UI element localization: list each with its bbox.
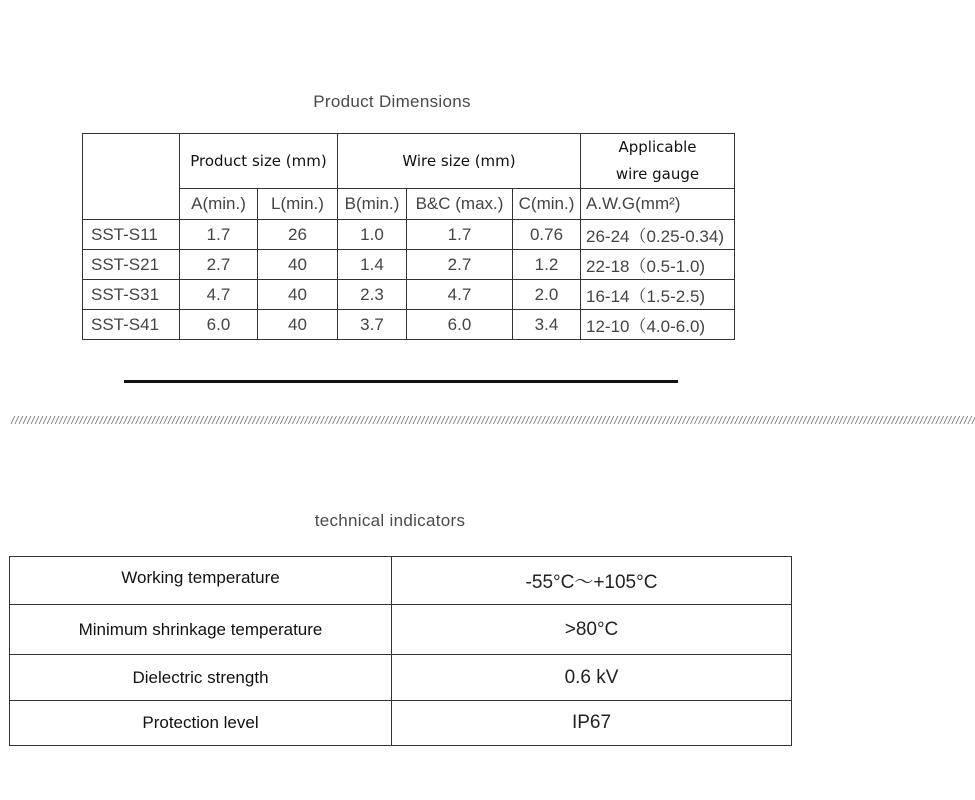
b-min-cell: 3.7 [338, 310, 407, 340]
c-min-cell: 0.76 [513, 220, 581, 250]
awg-cell: 16-14（1.5-2.5) [581, 280, 735, 310]
awg-cell: 22-18（0.5-1.0) [581, 250, 735, 280]
indicator-label: Dielectric strength [10, 655, 392, 701]
table-row [10, 557, 792, 605]
indicator-value: IP67 [392, 701, 792, 746]
b-min-cell: 1.4 [338, 250, 407, 280]
wire-gauge-header [581, 134, 735, 189]
a-min-cell: 1.7 [180, 220, 258, 250]
c-min-cell: 1.2 [513, 250, 581, 280]
table-row [10, 605, 792, 655]
section-rule [124, 380, 678, 383]
l-min-cell: 26 [258, 220, 338, 250]
indicator-value: >80°C [392, 605, 792, 655]
b-min-cell: 2.3 [338, 280, 407, 310]
b-min-cell: 1.0 [338, 220, 407, 250]
indicator-value: -55°C～+105°C [392, 557, 792, 605]
indicator-label: Working temperature [10, 557, 392, 605]
a-min-cell: 4.7 [180, 280, 258, 310]
wire-gauge-header-line2: wire gauge [615, 165, 700, 183]
table-row [83, 280, 735, 310]
indicator-label: Minimum shrinkage temperature [10, 605, 392, 655]
subheader-a-min: A(min.) [180, 189, 258, 220]
product-size-header: Product size (mm) [180, 134, 338, 189]
model-cell: SST-S11 [83, 220, 180, 250]
subheader-b-min: B(min.) [338, 189, 407, 220]
technical-indicators-title: technical indicators [314, 511, 466, 530]
table-row [10, 701, 792, 746]
subheader-awg: A.W.G(mm²) [581, 189, 735, 220]
model-cell: SST-S41 [83, 310, 180, 340]
table-row [83, 250, 735, 280]
awg-cell: 12-10（4.0-6.0) [581, 310, 735, 340]
wire-gauge-header-line1: Applicable [618, 138, 697, 156]
bc-max-cell: 4.7 [407, 280, 513, 310]
a-min-cell: 2.7 [180, 250, 258, 280]
wire-size-header: Wire size (mm) [338, 134, 581, 189]
slash-separator: //////////////////////////////////////////////////////////////////////////////////////////////////////////////////////////////////////////////////////////////////////////////////////////////////////////////////////////////////////////////// [10, 415, 975, 426]
l-min-cell: 40 [258, 250, 338, 280]
product-dimensions-table [82, 133, 735, 340]
bc-max-cell: 6.0 [407, 310, 513, 340]
l-min-cell: 40 [258, 280, 338, 310]
subheader-bc-max: B&C (max.) [407, 189, 513, 220]
l-min-cell: 40 [258, 310, 338, 340]
model-header-cell [83, 134, 180, 220]
header-group-row [83, 134, 735, 189]
subheader-l-min: L(min.) [258, 189, 338, 220]
product-dimensions-title: Product Dimensions [313, 92, 471, 111]
indicator-value: 0.6 kV [392, 655, 792, 701]
model-cell: SST-S31 [83, 280, 180, 310]
awg-cell: 26-24（0.25-0.34) [581, 220, 735, 250]
table-row [83, 310, 735, 340]
bc-max-cell: 1.7 [407, 220, 513, 250]
c-min-cell: 2.0 [513, 280, 581, 310]
bc-max-cell: 2.7 [407, 250, 513, 280]
model-cell: SST-S21 [83, 250, 180, 280]
a-min-cell: 6.0 [180, 310, 258, 340]
subheader-row [83, 189, 735, 220]
subheader-c-min: C(min.) [513, 189, 581, 220]
c-min-cell: 3.4 [513, 310, 581, 340]
table-row [83, 220, 735, 250]
indicator-label: Protection level [10, 701, 392, 746]
technical-indicators-table [9, 556, 792, 746]
table-row [10, 655, 792, 701]
